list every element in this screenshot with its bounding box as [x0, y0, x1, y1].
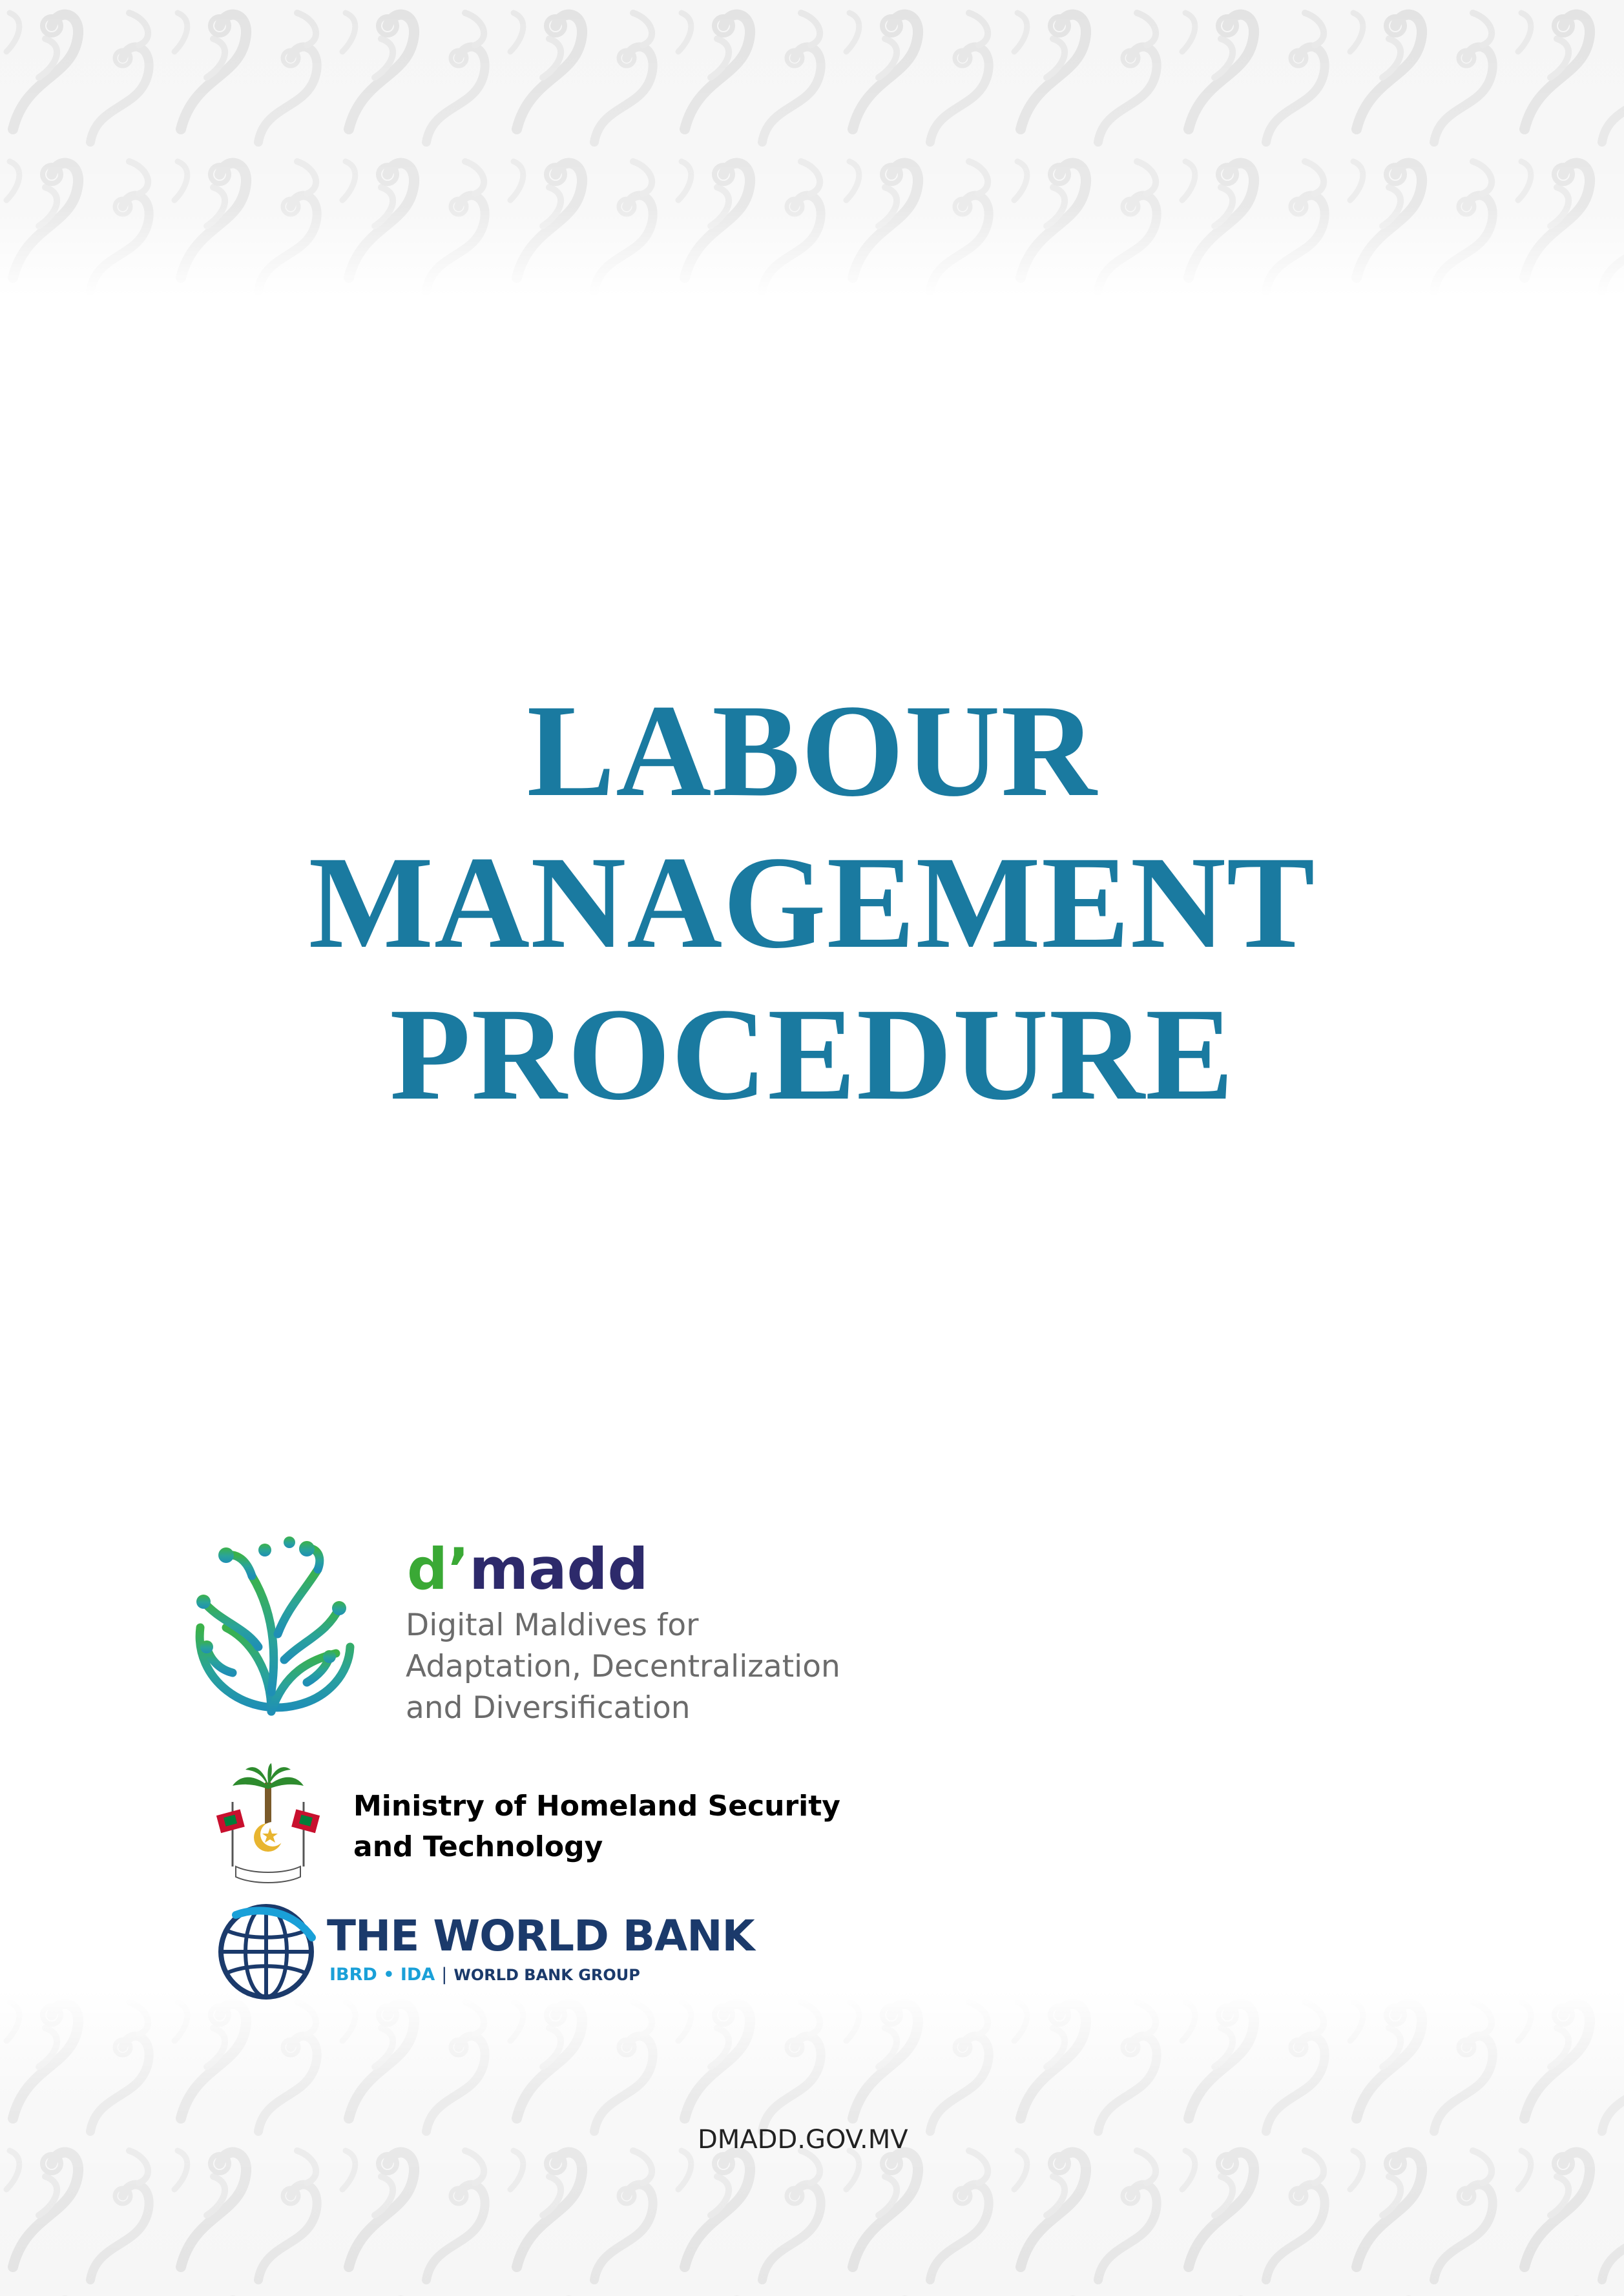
dmadd-coral-emblem: [174, 1531, 359, 1731]
title-line-2: MANAGEMENT: [308, 829, 1316, 976]
maldives-state-emblem: [213, 1763, 323, 1886]
dmadd-description: [406, 1605, 840, 1729]
ministry-line-1: Ministry of Homeland Security: [353, 1790, 840, 1823]
world-bank-subtitle: [329, 1963, 640, 1987]
partner-logos: [174, 1531, 1014, 2015]
ministry-line-2: and Technology: [353, 1830, 603, 1863]
dmadd-desc-line-1: Digital Maldives for: [406, 1608, 699, 1643]
decorative-pattern-top: [0, 0, 1624, 297]
world-bank-name: THE WORLD BANK: [327, 1911, 755, 1961]
document-title: [0, 675, 1624, 1130]
website-url: DMADD.GOV.MV: [698, 2125, 908, 2155]
world-bank-globe-icon: [216, 1902, 317, 2002]
ministry-name: [353, 1786, 840, 1867]
title-line-3: PROCEDURE: [390, 981, 1234, 1128]
world-bank-ibrd-ida: IBRD • IDA: [329, 1965, 435, 1985]
world-bank-separator: |: [441, 1965, 448, 1985]
dmadd-desc-line-3: and Diversification: [406, 1690, 691, 1726]
dmadd-wordmark-d: d’: [407, 1536, 470, 1602]
dmadd-desc-line-2: Adaptation, Decentralization: [406, 1649, 840, 1684]
world-bank-group: WORLD BANK GROUP: [453, 1966, 640, 1984]
title-line-1: LABOUR: [526, 677, 1098, 824]
dmadd-wordmark: [407, 1537, 648, 1602]
dmadd-wordmark-rest: madd: [469, 1536, 649, 1602]
